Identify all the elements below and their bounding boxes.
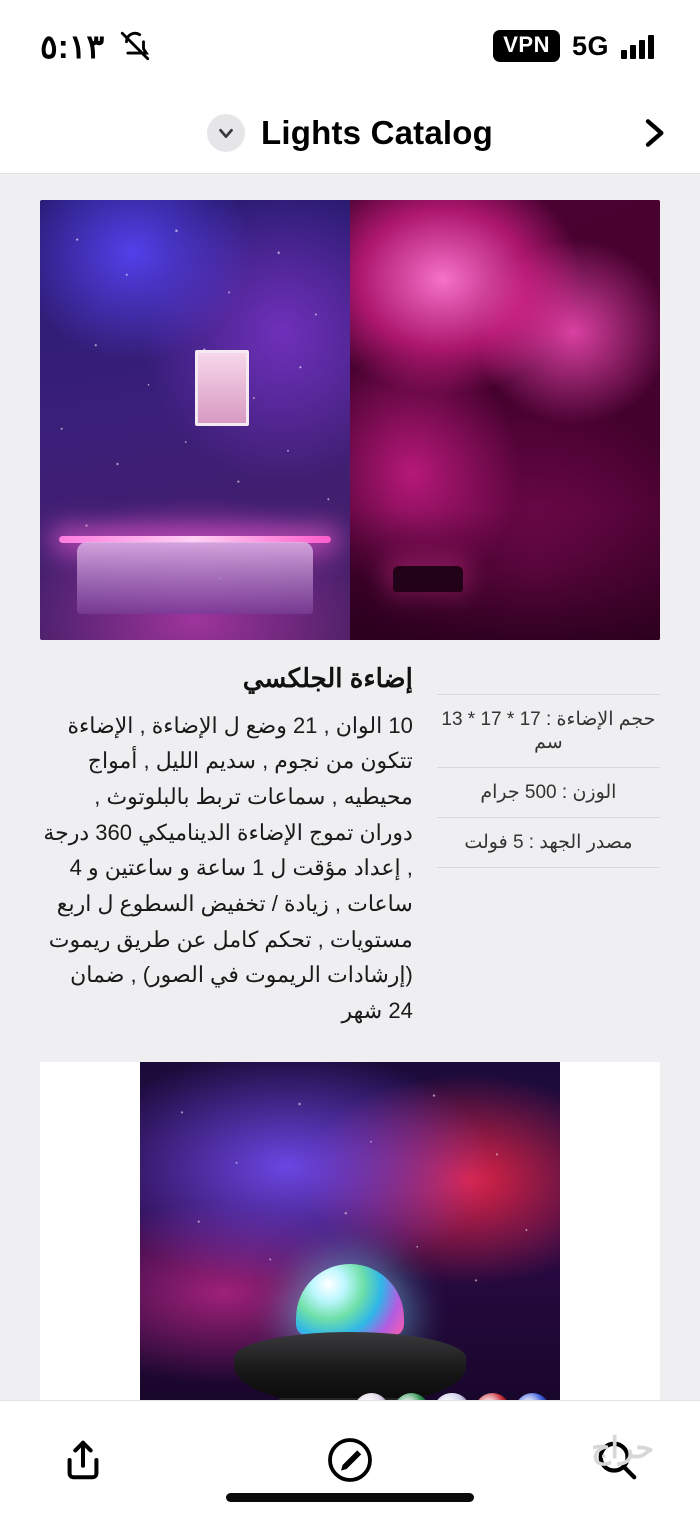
color-swatch — [515, 1393, 550, 1400]
projector-dome — [296, 1264, 404, 1336]
wall-frame — [195, 350, 249, 426]
color-swatch — [434, 1393, 469, 1400]
page-title: Lights Catalog — [261, 113, 493, 151]
product-description: 10 الوان , 21 وضع ل الإضاءة , الإضاءة تتكون من نجوم , سديم الليل , أمواج محيطيه , سماعات تربط بالبلوتوث , دوران تموج الإضاءة الديناميكي 360 درجة , إعداد مؤقت ل 1 ساعة و ساعتين و 4 ساعات , زيادة / تخفيض السطوع ل اربع مستويات , تحكم كامل عن طريق ريموت (إرشادات الريموت في الصور) , ضمان 24 شهر — [43, 712, 413, 1023]
description-block — [0, 640, 700, 1028]
vpn-badge: VPN — [493, 30, 560, 61]
pink-nebula-room-photo — [350, 200, 660, 640]
clock-label: ٥:١٣ — [40, 27, 105, 65]
spec-list — [437, 662, 660, 868]
network-type-label: 5G — [571, 30, 609, 61]
color-swatch — [394, 1393, 429, 1400]
signal-bars-icon — [621, 33, 654, 59]
spec-row: الوزن : 500 جرام — [437, 768, 660, 818]
spec-row: مصدر الجهد : 5 فولت — [437, 818, 660, 868]
purple-starry-room-photo — [40, 200, 350, 640]
projector-device — [234, 1264, 466, 1400]
hero-image[interactable] — [40, 200, 660, 640]
bed-shape — [77, 542, 313, 614]
status-bar — [0, 0, 700, 92]
title-group[interactable] — [207, 114, 493, 152]
color-swatch — [475, 1393, 510, 1400]
chevron-right-icon[interactable] — [632, 112, 674, 154]
search-icon[interactable] — [588, 1431, 646, 1489]
spec-row: حجم الإضاءة : 17 * 17 * 13 سم — [437, 694, 660, 768]
product-photo-card[interactable] — [40, 1062, 660, 1400]
title-bar — [0, 92, 700, 174]
chevron-down-icon[interactable] — [207, 114, 245, 152]
product-title: إضاءة الجلكسي — [242, 663, 413, 693]
status-right-group — [40, 27, 152, 66]
bell-slash-icon — [118, 29, 152, 63]
bottom-toolbar — [0, 1400, 700, 1518]
galaxy-projector-product-photo — [140, 1062, 560, 1400]
status-left-group — [493, 30, 654, 61]
home-indicator[interactable] — [226, 1493, 474, 1502]
projector-device-in-photo — [393, 566, 463, 592]
color-swatch-grid — [354, 1393, 550, 1400]
share-upload-icon[interactable] — [54, 1431, 112, 1489]
markup-pen-circle-icon[interactable] — [321, 1431, 379, 1489]
color-swatch — [354, 1393, 389, 1400]
projector-base — [234, 1332, 466, 1400]
content-scroll-area[interactable] — [0, 174, 700, 1400]
description-main — [40, 662, 413, 1028]
watermark-label: حراج — [591, 1432, 654, 1465]
